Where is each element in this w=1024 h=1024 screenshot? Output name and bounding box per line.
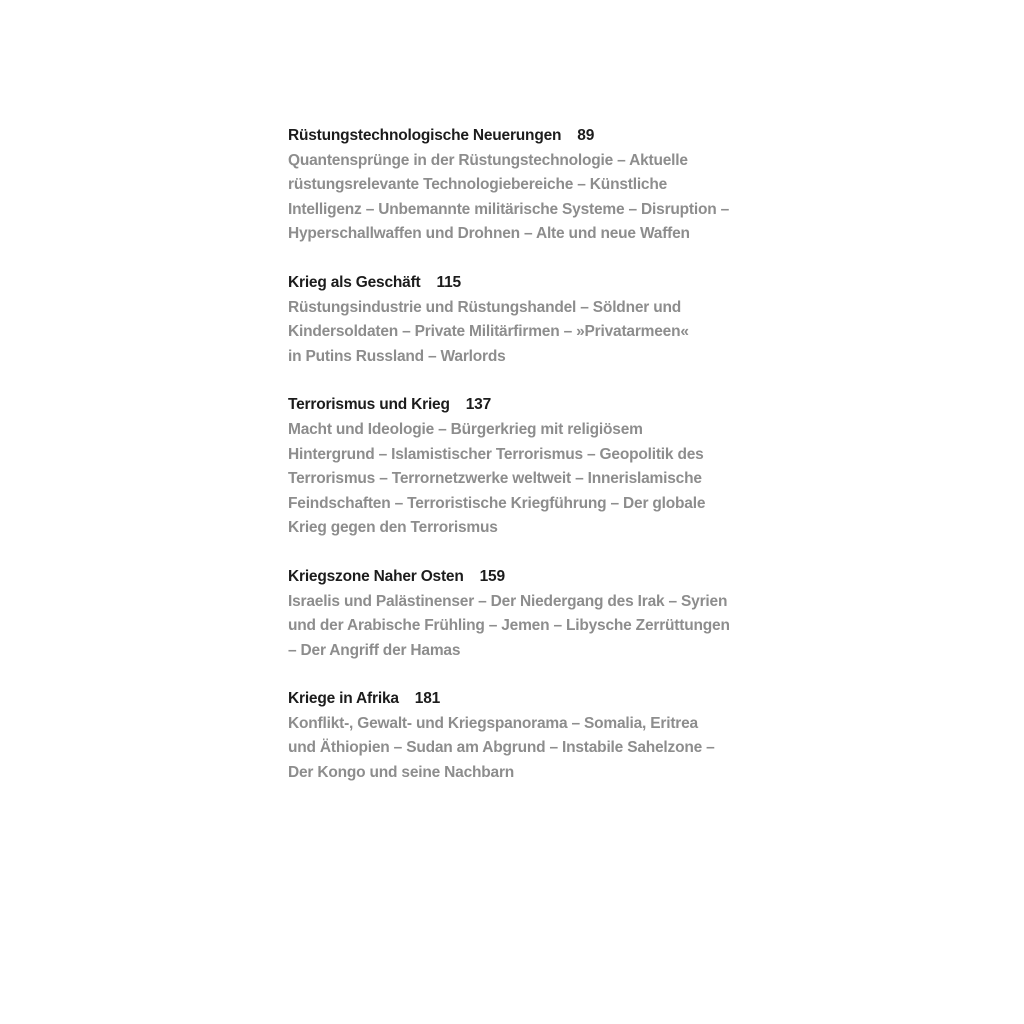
toc-entry-page-number: 115 — [436, 273, 461, 291]
toc-entry-heading[interactable] — [288, 124, 758, 149]
toc-entry-heading[interactable] — [288, 271, 758, 296]
toc-entry-heading[interactable] — [288, 393, 758, 418]
table-of-contents — [288, 124, 758, 810]
toc-entry-title: Terrorismus und Krieg — [288, 396, 450, 414]
toc-entry-page-number: 181 — [414, 690, 441, 708]
toc-entry-description-line: – Der Angriff der Hamas — [288, 641, 461, 659]
toc-entry-heading[interactable] — [288, 565, 758, 590]
toc-entry-description-line: Intelligenz – Unbemannte militärische Systeme – Disruption – — [288, 200, 730, 218]
toc-entry-title: Kriegszone Naher Osten — [288, 567, 464, 585]
toc-entry-description-line: Kindersoldaten – Private Militärfirmen – »Privatarmeen« — [288, 323, 689, 341]
toc-entry-description-line: Macht und Ideologie – Bürgerkrieg mit religiösem — [288, 420, 643, 438]
toc-entry-page-number: 89 — [577, 127, 595, 144]
toc-entry-description-line: Krieg gegen den Terrorismus — [288, 519, 498, 537]
toc-entry-description-line: Israelis und Palästinenser – Der Niedergang des Irak – Syrien — [288, 592, 728, 610]
toc-entry-description-line: Konflikt-, Gewalt- und Kriegspanorama – Somalia, Eritrea — [288, 714, 698, 732]
toc-entry-description-line: Hyperschallwaffen und Drohnen – Alte und neue Waffen — [288, 225, 690, 243]
toc-entry-terrorismus — [288, 393, 758, 541]
toc-entry-naher-osten — [288, 565, 758, 663]
toc-entry-description-line: Hintergrund – Islamistischer Terrorismus – Geopolitik des — [288, 445, 704, 463]
toc-entry-title: Krieg als Geschäft — [288, 273, 421, 291]
toc-entry-description-line: Terrorismus – Terrornetzwerke weltweit – Innerislamische — [288, 470, 702, 488]
toc-entry-description-line: in Putins Russland – Warlords — [288, 347, 506, 365]
toc-entry-ruestungstechnologie — [288, 124, 758, 247]
toc-entry-description-line: Rüstungsindustrie und Rüstungshandel – Söldner und — [288, 298, 682, 316]
toc-entry-title: Kriege in Afrika — [288, 690, 399, 708]
toc-entry-heading[interactable] — [288, 687, 758, 712]
toc-entry-krieg-als-geschaeft — [288, 271, 758, 369]
toc-entry-page-number: 159 — [479, 567, 505, 585]
toc-entry-description-line: und Äthiopien – Sudan am Abgrund – Instabile Sahelzone – — [288, 739, 715, 757]
toc-entry-page-number: 137 — [465, 396, 492, 414]
toc-entry-afrika — [288, 687, 758, 785]
toc-entry-description-line: Feindschaften – Terroristische Kriegführung – Der globale — [288, 494, 706, 512]
toc-entry-description-line: rüstungsrelevante Technologiebereiche – Künstliche — [288, 176, 668, 194]
toc-entry-description-line: und der Arabische Frühling – Jemen – Libysche Zerrüttungen — [288, 617, 730, 635]
toc-entry-title: Rüstungstechnologische Neuerungen — [288, 127, 562, 144]
toc-entry-description-line: Der Kongo und seine Nachbarn — [288, 764, 515, 782]
toc-entry-description-line: Quantensprünge in der Rüstungstechnologie – Aktuelle — [288, 151, 688, 169]
